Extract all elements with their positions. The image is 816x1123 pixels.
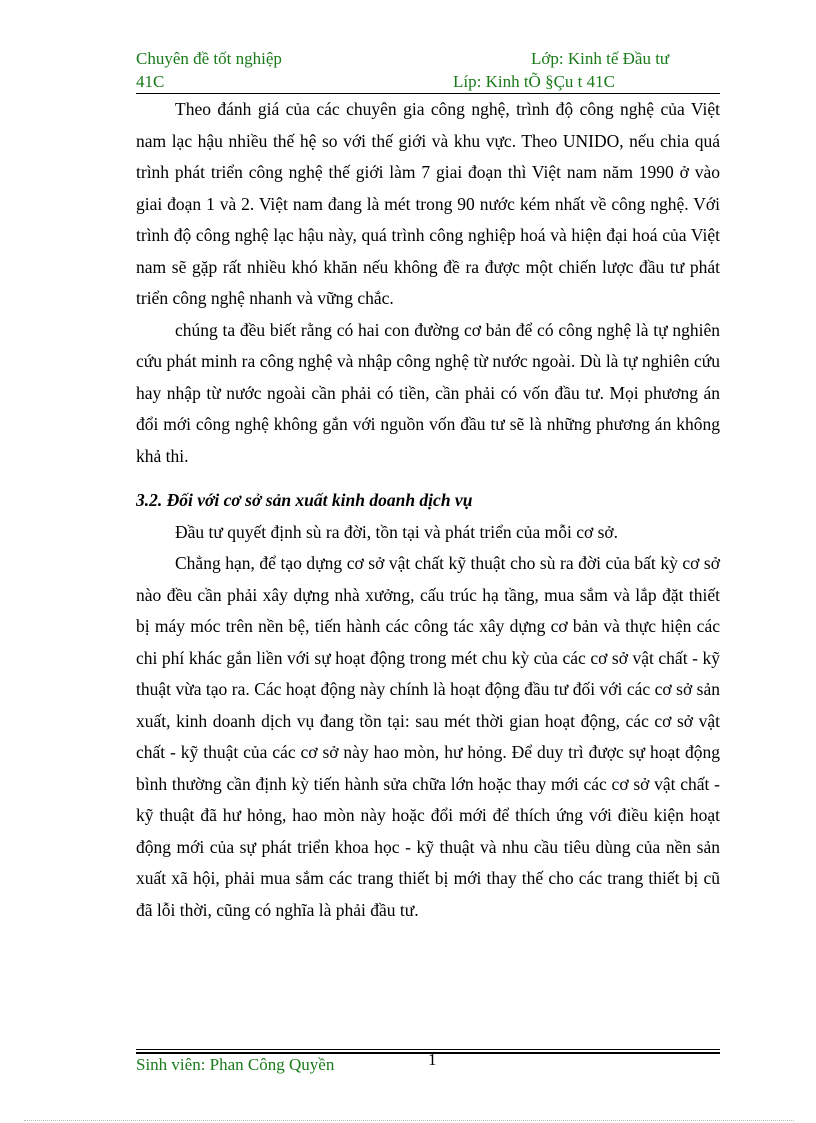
header-class-name: Lớp: Kinh tế Đầu tư [531,49,670,68]
paragraph-investment-decides: Đầu tư quyết định sù ra đời, tồn tại và phát triển của mỗi cơ sở. [175,521,619,542]
section-heading: 3.2. Đối với cơ sở sản xuất kinh doanh dịch vụ [136,490,473,510]
header-class-name-garbled: Líp: Kinh tÕ §Çu t 41C [453,72,615,91]
paragraph-example-facilities: Chẳng hạn, để tạo dựng cơ sở vật chất kỹ thuật cho sù ra đời của bất kỳ cơ sở nào đều cần phải xây dựng nhà xưởng, cấu trúc hạ tầng, mua sắm và lắp đặt thiết bị máy móc trên nền bệ, tiến hành các công tác xây dựng cơ bản và thực hiện các chi phí khác gắn liền với sự hoạt động trong mét chu kỳ của các cơ sở vật chất - kỹ thuật vừa tạo ra. Các hoạt động này chính là hoạt động đầu tư đối với các cơ sở sản xuất, kinh doanh dịch vụ đang tồn tại: sau mét thời gian hoạt động, các cơ sở vật chất - kỹ thuật của các cơ sở này hao mòn, hư hỏng. Để duy trì được sự hoạt động bình thường cần định kỳ tiến hành sửa chữa lớn hoặc thay mới các cơ sở vật chất - kỹ thuật đã hư hỏng, hao mòn này hoặc đổi mới để thích ứng với điều kiện hoạt động mới của sự phát triển khoa học - kỹ thuật và nhu cầu tiêu dùng của nền sản xuất xã hội, phải mua sắm các trang thiết bị mới thay thế cho các trang thiết bị cũ đã lỗi thời, cũng có nghĩa là phải đầu tư. [136,553,720,920]
header-class-code: 41C [136,72,165,91]
page-number: 1 [428,1050,437,1069]
paragraph-technology-paths: chúng ta đều biết rằng có hai con đường cơ bản để có công nghệ là tự nghiên cứu phát minh ra công nghệ và nhập công nghệ từ nước ngoài. Dù là tự nghiên cứu hay nhập từ nước ngoài cần phải có tiền, cần phải có vốn đầu tư. Mọi phương án đổi mới công nghệ không gắn với nguồn vốn đầu tư sẽ là những phương án không khả thi. [136,319,720,466]
footer-student-name: Sinh viên: Phan Công Quyền [136,1055,335,1074]
document-body [136,94,720,926]
header-course-title: Chuyên đề tốt nghiệp [136,49,282,68]
paragraph-technology-level: Theo đánh giá của các chuyên gia công nghệ, trình độ công nghệ của Việt nam lạc hậu nhiều thế hệ so với thế giới và khu vực. Theo UNIDO, nếu chia quá trình phát triển công nghệ thế giới làm 7 giai đoạn thì Việt nam năm 1990 ở vào giai đoạn 1 và 2. Việt nam đang là mét trong 90 nước kém nhất về công nghệ. Với trình độ công nghệ lạc hậu này, quá trình công nghiệp hoá và hiện đại hoá của Việt nam sẽ gặp rất nhiều khó khăn nếu không đề ra được một chiến lược đầu tư phát triển công nghệ nhanh và vững chắc. [136,99,720,308]
page-boundary-dots [24,1120,794,1121]
